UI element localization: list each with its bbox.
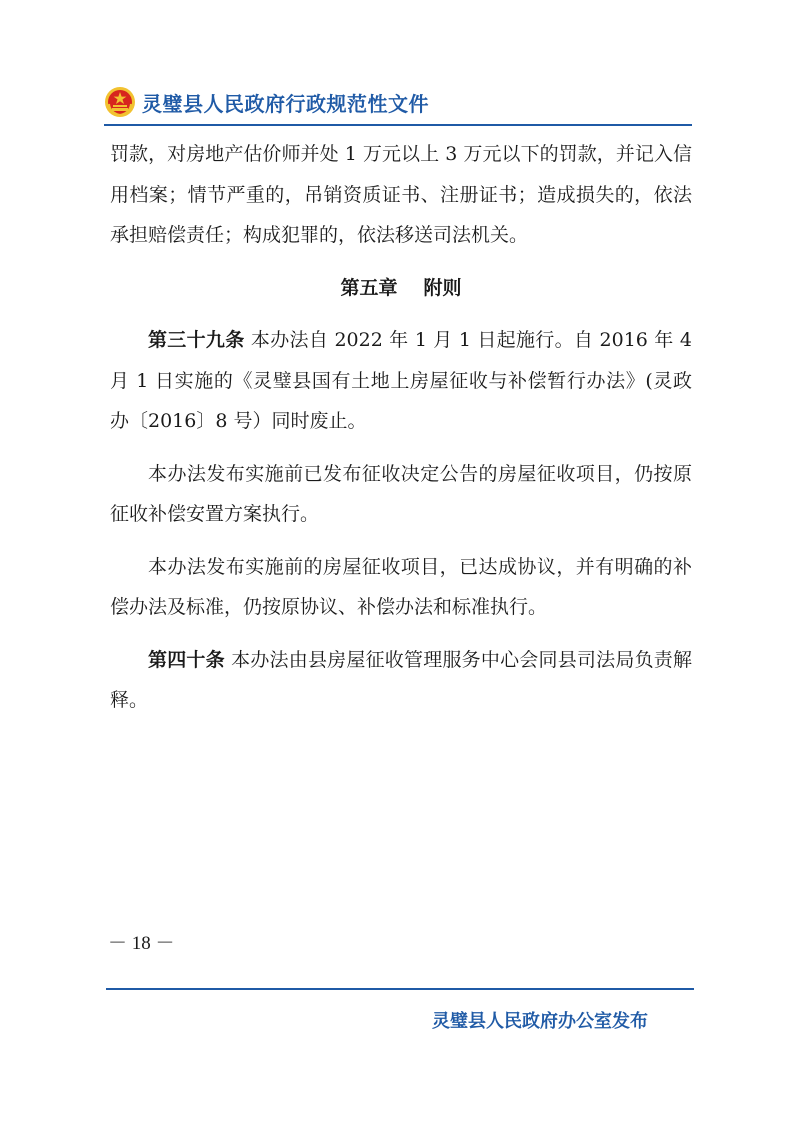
article-40-body: 本办法由县房屋征收管理服务中心会同县司法局负责解释。 [110,648,692,711]
article-39 [110,320,692,442]
chapter-title: 附则 [423,276,462,299]
page-number: － 18 － [108,933,175,954]
document-body [110,134,692,733]
chapter-heading [110,268,692,309]
chapter-number: 第五章 [340,276,398,299]
footer-divider [106,988,694,990]
document-header [104,84,429,120]
article-40-heading: 第四十条 [148,648,225,671]
paragraph-agreements: 本办法发布实施前的房屋征收项目，已达成协议，并有明确的补偿办法及标准，仍按原协议、补偿办法和标准执行。 [110,555,692,618]
article-39-body: 本办法自 2022 年 1 月 1 日起施行。自 2016 年 4 月 1 日实施的《灵璧县国有土地上房屋征收与补偿暂行办法》(灵政办〔2016〕8 号）同时废止。 [110,329,692,432]
article-40 [110,640,692,721]
continued-paragraph: 罚款，对房地产估价师并处 1 万元以上 3 万元以下的罚款，并记入信用档案；情节严重的，吊销资质证书、注册证书；造成损失的，依法承担赔偿责任；构成犯罪的，依法移送司法机关。 [110,143,692,246]
header-divider [104,124,692,126]
header-title: 灵璧县人民政府行政规范性文件 [142,91,429,116]
article-39-heading: 第三十九条 [148,329,245,351]
paragraph-prior-projects: 本办法发布实施前已发布征收决定公告的房屋征收项目，仍按原征收补偿安置方案执行。 [110,462,692,525]
national-emblem-icon [104,86,136,118]
footer-publisher: 灵璧县人民政府办公室发布 [432,1011,648,1032]
